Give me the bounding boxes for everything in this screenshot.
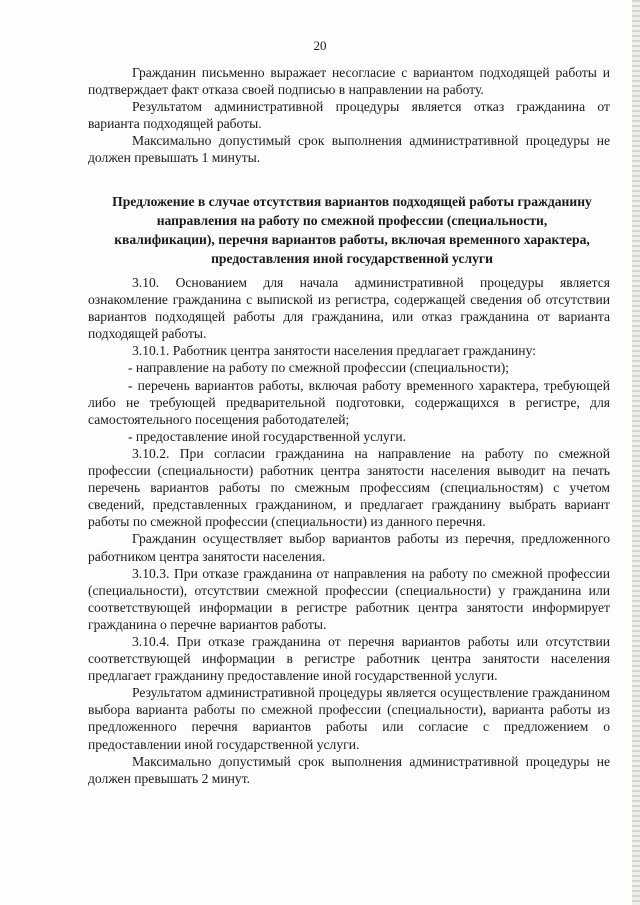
page-number: 20: [313, 38, 327, 53]
intro-block: [88, 64, 610, 167]
intro-paragraph-time-limit: Максимально допустимый срок выполнения административной процедуры не должен превышать 1 минуты.: [88, 133, 610, 166]
paragraph-3-10-1: 3.10.1. Работник центра занятости населения предлагает гражданину:: [132, 343, 536, 359]
paragraph-3-10: 3.10. Основанием для начала административной процедуры является ознакомление гражданина с выпиской из регистра, содержащей сведения об отсутствии вариантов подходящей работы для гражданина, или отказ гражданина от варианта подходящей работы.: [88, 275, 610, 342]
paragraph-time-limit: Максимально допустимый срок выполнения административной процедуры не должен превышать 2 минут.: [88, 753, 610, 786]
paragraph-3-10-3: 3.10.3. При отказе гражданина от направления на работу по смежной профессии (специальности), отсутствии смежной профессии (специальности) у гражданина или соответствующей информации в регистре работник центра занятости информирует гражданина о перечне вариантов работы.: [88, 565, 610, 632]
section-body: [88, 274, 610, 787]
intro-paragraph-result: Результатом административной процедуры является отказ гражданина от варианта подходящей работы.: [88, 99, 610, 132]
scan-edge-artifact: [632, 0, 640, 905]
section-heading-block: [112, 192, 592, 268]
paragraph-3-10-2: 3.10.2. При согласии гражданина на направление на работу по смежной профессии (специальности) работник центра занятости населения выводит на печать перечень вариантов работы по смежным профессиям (специальностям) с учетом сведений, представленных гражданином, и предлагает гражданину выбрать вариант работы по смежной профессии (специальности) из данного перечня.: [88, 445, 610, 530]
list-item-job-list: - перечень вариантов работы, включая работу временного характера, требующей либо не требующей предварительной подготовки, содержащихся в регистре, для самостоятельного посещения работодателей;: [88, 377, 610, 427]
list-item-related-profession: - направление на работу по смежной профессии (специальности);: [128, 360, 510, 376]
list-item-other-service: - предоставление иной государственной услуги.: [128, 428, 407, 444]
intro-paragraph-refusal: Гражданин письменно выражает несогласие с вариантом подходящей работы и подтверждает факт отказа своей подписью в направлении на работу.: [88, 65, 610, 98]
section-heading: Предложение в случае отсутствия вариантов подходящей работы гражданину направления на работу по смежной профессии (специальности, квалификации), перечня вариантов работы, включая временного характера, предоставления иной государственной услуги: [112, 194, 592, 266]
paragraph-3-10-4: 3.10.4. При отказе гражданина от перечня вариантов работы или отсутствии соответствующей информации в регистре работник центра занятости населения предлагает гражданину предоставление иной государственной услуги.: [88, 633, 610, 684]
paragraph-choice: Гражданин осуществляет выбор вариантов работы из перечня, предложенного работником центра занятости населения.: [88, 531, 610, 564]
paragraph-result: Результатом административной процедуры является осуществление гражданином выбора варианта работы по смежной профессии (специальности), варианта работы из предложенного перечня вариантов работы или согласие с предложением о предоставлении иной государственной услуги.: [88, 685, 610, 752]
